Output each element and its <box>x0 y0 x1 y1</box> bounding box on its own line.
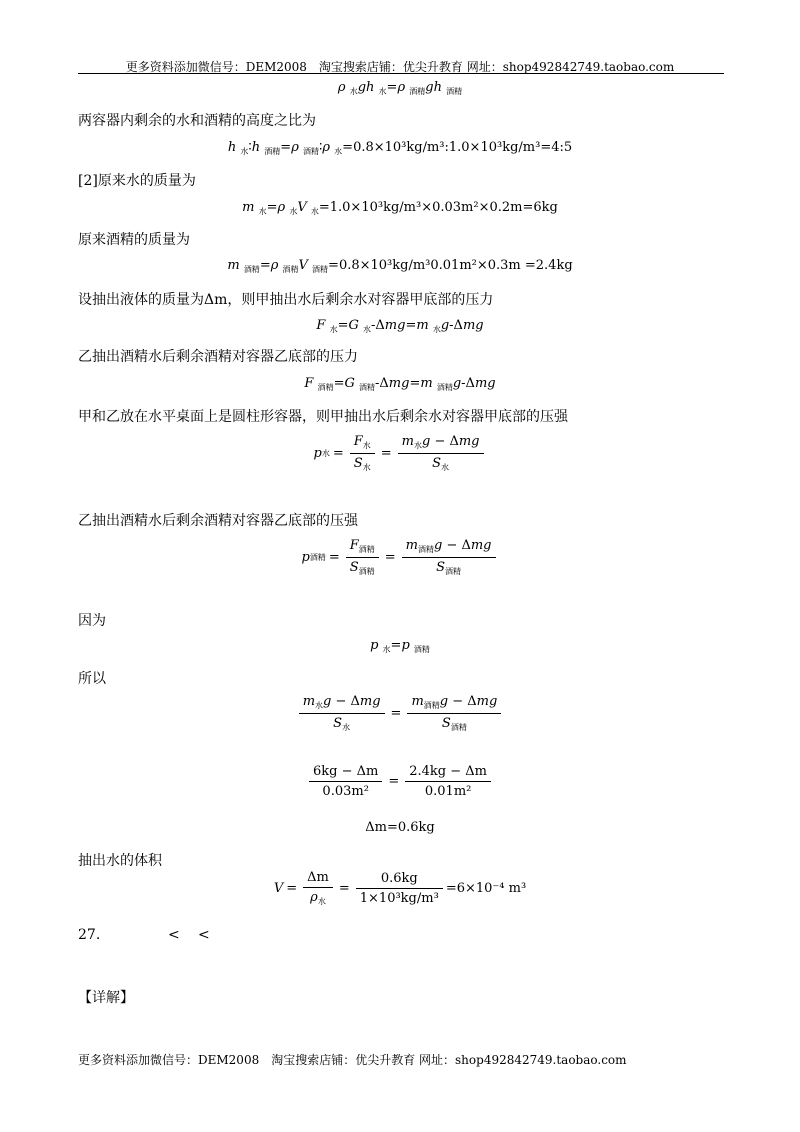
water-pressure-intro: 甲和乙放在水平桌面上是圆柱形容器，则甲抽出水后剩余水对容器甲底部的压强 <box>78 409 568 425</box>
equation-alcohol-force: F $_{酒精}$=G $_{酒精}$-Δmg=m $_{酒精}$g-Δmg <box>304 376 496 392</box>
because-label: 因为 <box>78 613 106 629</box>
extract-intro: 设抽出液体的质量为Δm，则甲抽出水后剩余水对容器甲底部的压力 <box>78 292 494 308</box>
equation-water-force: F $_水$=G $_水$-Δmg=m $_水$g-Δmg <box>316 318 484 334</box>
question-27-answer-1: < <box>168 927 180 943</box>
equation-alcohol-pressure: p 酒精 = $\frac{F_{酒精}}{S_{酒精}}$ = $\frac{m_{酒精}g - \Delta mg}{S_{酒精}}$ <box>0 538 800 577</box>
equation-delta-result: Δm=0.6kg <box>365 820 435 835</box>
alcohol-mass-intro: 原来酒精的质量为 <box>78 232 190 248</box>
question-27-number: 27. <box>78 927 101 943</box>
detail-label: 【详解】 <box>78 990 134 1006</box>
alcohol-force-intro: 乙抽出酒精水后剩余酒精对容器乙底部的压力 <box>78 349 358 365</box>
therefore-label: 所以 <box>78 671 106 687</box>
equation-height-ratio: h $_水$∶h $_{酒精}$=ρ $_{酒精}$∶ρ $_水$=0.8×10³kg/m³:1.0×10³kg/m³=4:5 <box>227 140 573 156</box>
equation-pressure-equal: ρ $_水$gh $_水$=ρ $_{酒精}$gh $_{酒精}$ <box>337 80 463 96</box>
question-27-answer-2: < <box>198 927 210 943</box>
equation-pressure-substituted: $\frac{m_水g - \Delta mg}{S_水}$ = $\frac{m_{酒精}g - \Delta mg}{S_{酒精}}$ <box>0 694 800 733</box>
alcohol-pressure-intro: 乙抽出酒精水后剩余酒精对容器乙底部的压强 <box>78 513 358 529</box>
equation-water-mass: m $_水$=ρ $_水$V $_水$=1.0×10³kg/m³×0.03m²×0.2m=6kg <box>242 200 558 216</box>
ratio-intro: 两容器内剩余的水和酒精的高度之比为 <box>78 113 316 129</box>
equation-alcohol-mass: m $_{酒精}$=ρ $_{酒精}$V $_{酒精}$=0.8×10³kg/m³0.01m²×0.3m =2.4kg <box>227 258 573 274</box>
equation-pressure-equality: p $_水$=p $_{酒精}$ <box>370 638 430 654</box>
equation-numeric: $\frac{6kg - \Delta m}{\text{0.03m²}}$ = $\frac{2.4kg - \Delta m}{\text{0.01m²}}$ <box>0 764 800 799</box>
water-mass-intro: [2]原来水的质量为 <box>78 173 196 189</box>
equation-volume: V = $\frac{\Delta m}{\rho_水}$ = $\frac{0.6kg}{\text{1×10³kg/m³}}$ =6×10⁻⁴ m³ <box>273 870 527 906</box>
equation-water-pressure: p 水 = $\frac{F_水}{S_水}$ = $\frac{m_水g - \Delta mg}{S_水}$ <box>0 434 800 473</box>
header-divider <box>78 73 724 74</box>
page-footer: 更多资料添加微信号：DEM2008 淘宝搜索店铺：优尖升教育 网址：shop492842749.taobao.com <box>78 1053 627 1067</box>
volume-intro: 抽出水的体积 <box>78 853 162 869</box>
page-header: 更多资料添加微信号：DEM2008 淘宝搜索店铺：优尖升教育 网址：shop492842749.taobao.com <box>125 60 675 74</box>
